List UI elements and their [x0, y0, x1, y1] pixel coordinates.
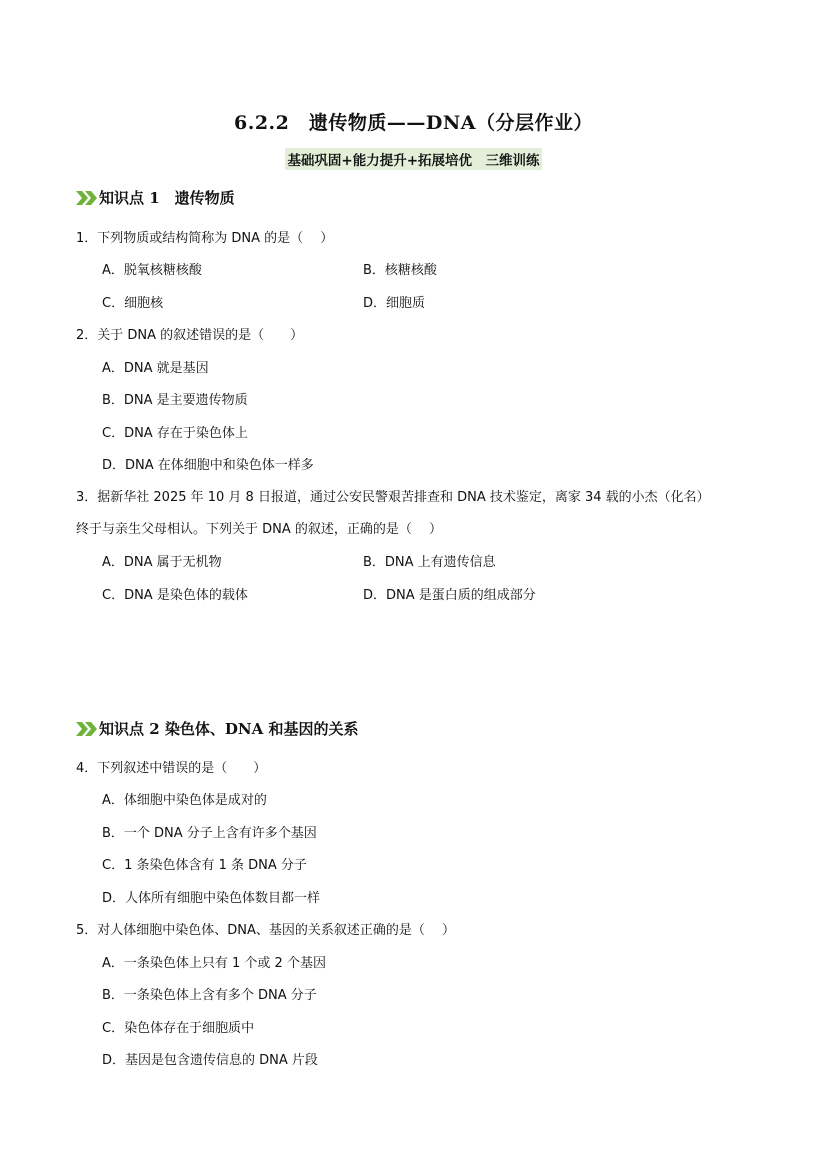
question-3-stem-line-2: 终于与亲生父母相认。下列关于 DNA 的叙述，正确的是（ ） — [76, 522, 443, 537]
question-1-stem: 1．下列物质或结构简称为 DNA 的是（ ） — [76, 231, 334, 246]
question-1-option-d: D．细胞质 — [363, 296, 426, 311]
question-4-option-d: D．人体所有细胞中染色体数目都一样 — [102, 891, 321, 906]
question-3-option-b: B．DNA 上有遗传信息 — [363, 555, 496, 570]
question-2-stem: 2．关于 DNA 的叙述错误的是（ ） — [76, 328, 304, 343]
question-4-option-b: B．一个 DNA 分子上含有许多个基因 — [102, 826, 317, 841]
question-1-option-c: C．细胞核 — [102, 296, 164, 311]
question-5-option-b: B．一条染色体上含有多个 DNA 分子 — [102, 988, 317, 1003]
question-1-option-b: B．核糖核酸 — [363, 263, 437, 278]
double-chevron-right-icon — [76, 190, 98, 206]
page-subtitle: 基础巩固+能力提升+拓展培优 三维训练 — [285, 148, 541, 170]
question-5-option-a: A．一条染色体上只有 1 个或 2 个基因 — [102, 956, 326, 971]
subtitle-container — [0, 148, 827, 170]
section-heading-label: 知识点 1 遗传物质 — [99, 189, 235, 207]
question-4-option-c: C．1 条染色体含有 1 条 DNA 分子 — [102, 858, 307, 873]
double-chevron-right-icon — [76, 721, 98, 737]
question-2-option-b: B．DNA 是主要遗传物质 — [102, 393, 248, 408]
question-3-stem-line-1: 3．据新华社 2025 年 10 月 8 日报道，通过公安民警艰苦排查和 DNA 技术鉴定，离家 34 载的小杰（化名） — [76, 490, 710, 505]
question-4-stem: 4．下列叙述中错误的是（ ） — [76, 761, 267, 776]
question-3-option-c: C．DNA 是染色体的载体 — [102, 588, 248, 603]
question-3-option-a: A．DNA 属于无机物 — [102, 555, 222, 570]
question-2-option-c: C．DNA 存在于染色体上 — [102, 426, 248, 441]
section-heading-2 — [76, 718, 358, 739]
question-1-option-a: A．脱氧核糖核酸 — [102, 263, 202, 278]
page-title: 6.2.2 遗传物质——DNA（分层作业） — [234, 112, 593, 134]
section-heading-1 — [76, 187, 235, 208]
question-5-stem: 5．对人体细胞中染色体、DNA、基因的关系叙述正确的是（ ） — [76, 923, 456, 938]
question-5-option-c: C．染色体存在于细胞质中 — [102, 1021, 255, 1036]
question-2-option-a: A．DNA 就是基因 — [102, 361, 209, 376]
question-4-option-a: A．体细胞中染色体是成对的 — [102, 793, 267, 808]
section-heading-label: 知识点 2 染色体、DNA 和基因的关系 — [99, 720, 359, 738]
question-3-option-d: D．DNA 是蛋白质的组成部分 — [363, 588, 536, 603]
question-5-option-d: D．基因是包含遗传信息的 DNA 片段 — [102, 1053, 318, 1068]
question-2-option-d: D．DNA 在体细胞中和染色体一样多 — [102, 458, 314, 473]
